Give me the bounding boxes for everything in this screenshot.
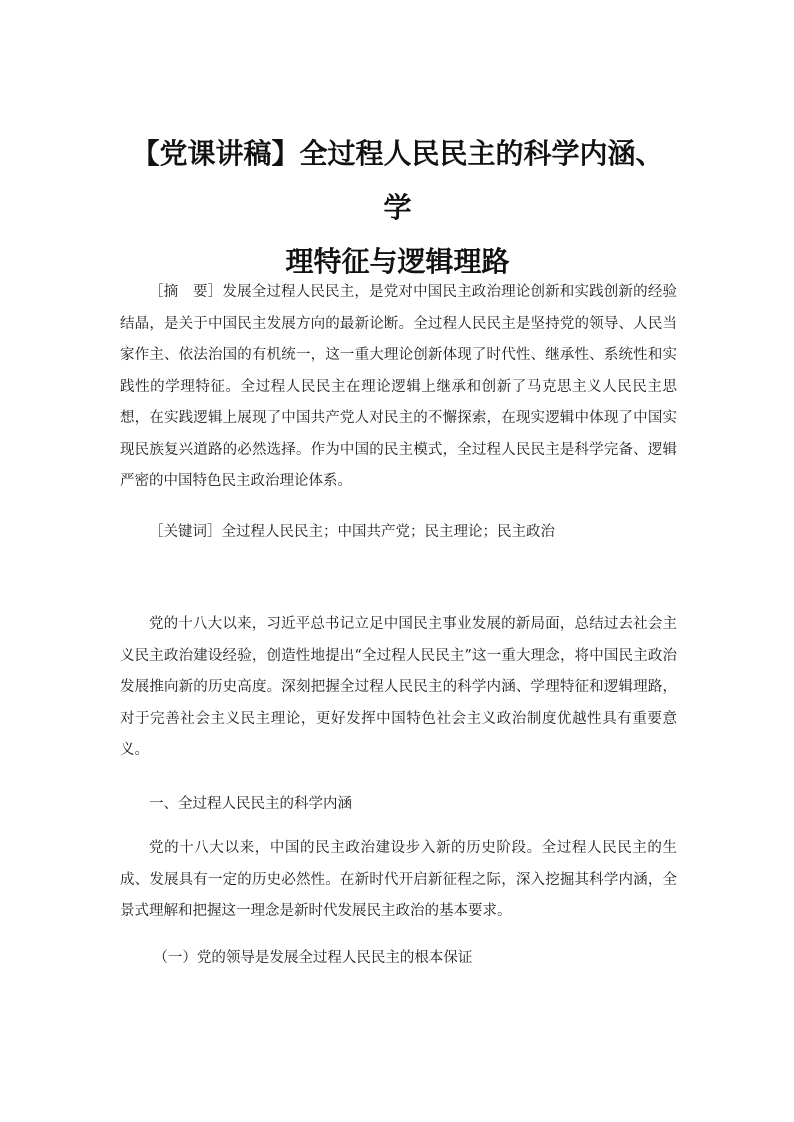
subsection-heading-1: （一）党的领导是发展全过程人民民主的根本保证 (153, 950, 473, 966)
keywords-paragraph: ［关键词］全过程人民民主；中国共产党；民主理论；民主政治 (149, 524, 555, 540)
title-line-1: 【党课讲稿】全过程人民民主的科学内涵、学 (131, 136, 664, 224)
document-title (120, 127, 675, 289)
abstract-paragraph: ［摘 要］发展全过程人民民主，是党对中国民主政治理论创新和实践创新的经验结晶，是关于中国民主发展方向的最新论断。全过程人民民主是坚持党的领导、人民当家作主、依法治国的有机统一，这一重大理论创新体现了时代性、继承性、系统性和实践性的学理特征。全过程人民民主在理论逻辑上继承和创新了马克思主义人民民主思想，在实践逻辑上展现了中国共产党人对民主的不懈探索，在现实逻辑中体现了中国实现民族复兴道路的必然选择。作为中国的民主模式，全过程人民民主是科学完备、逻辑严密的中国特色民主政治理论体系。 (120, 284, 677, 489)
section-heading-1: 一、全过程人民民主的科学内涵 (149, 796, 352, 812)
intro-paragraph: 党的十八大以来，习近平总书记立足中国民主事业发展的新局面，总结过去社会主义民主政治建设经验，创造性地提出“全过程人民民主”这一重大理念，将中国民主政治发展推向新的历史高度。深刻把握全过程人民民主的科学内涵、学理特征和逻辑理路，对于完善社会主义民主理论，更好发挥中国特色社会主义政治制度优越性具有重要意义。 (120, 616, 677, 758)
title-line-2: 理特征与逻辑理路 (285, 244, 510, 278)
section-1-paragraph: 党的十八大以来，中国的民主政治建设步入新的历史阶段。全过程人民民主的生成、发展具有一定的历史必然性。在新时代开启新征程之际，深入挖掘其科学内涵，全景式理解和把握这一理念是新时代发展民主政治的基本要求。 (120, 840, 677, 919)
